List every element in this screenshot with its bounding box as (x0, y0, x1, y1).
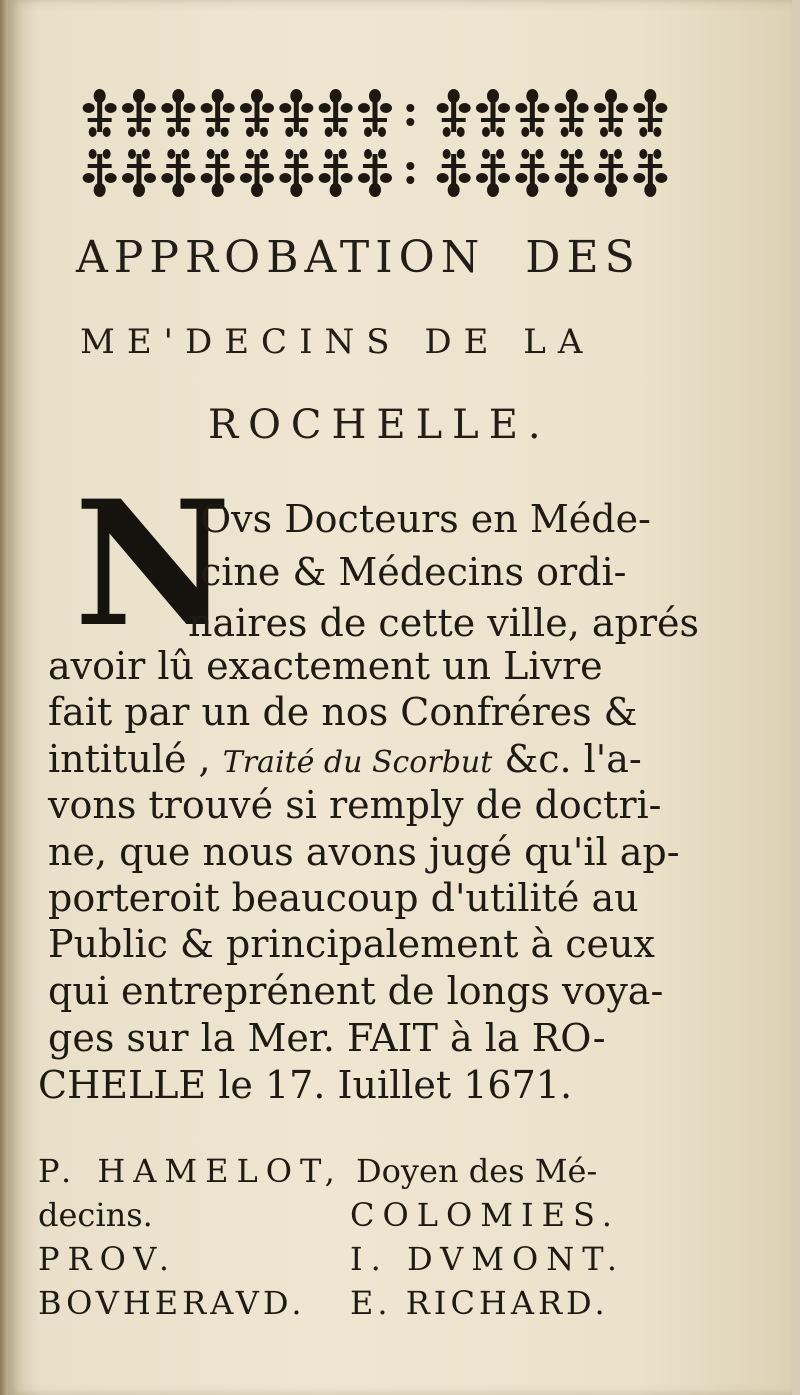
fleuron-glyph (319, 89, 353, 137)
fleuron-glyph (555, 149, 589, 197)
title-line-medecins: ME'DECINS DE LA (80, 322, 595, 362)
signature-doyen-title: Doyen des Mé- (356, 1152, 598, 1190)
fleuron-glyph (201, 149, 235, 197)
fleuron-glyph (515, 89, 549, 137)
fleuron-glyph (319, 149, 353, 197)
signature-richard: E. RICHARD. (350, 1284, 609, 1322)
ornament-dot (406, 118, 414, 126)
fleuron-glyph (279, 149, 313, 197)
body-line-8: ne, que nous avons jugé qu'il ap- (48, 830, 680, 874)
ornament-dot (406, 176, 414, 184)
fleuron-glyph (594, 149, 628, 197)
body-line-12: ges sur la Mer. FAIT à la RO- (48, 1016, 606, 1060)
body-line-9: porteroit beaucoup d'utilité au (48, 876, 639, 920)
fleuron-glyph (358, 89, 392, 137)
fleuron-glyph (633, 149, 667, 197)
fleuron-glyph (122, 89, 156, 137)
fleuron-glyph (83, 149, 117, 197)
signature-decins: decins. (38, 1196, 153, 1234)
fleuron-glyph (83, 89, 117, 137)
title-line-rochelle: ROCHELLE. (208, 402, 551, 448)
fleuron-glyph (201, 89, 235, 137)
body-line-2: cine & Médecins ordi- (200, 550, 627, 594)
body-line-7: vons trouvé si remply de doctri- (48, 783, 662, 827)
body-line-5: fait par un de nos Confréres & (48, 690, 638, 734)
fleuron-glyph (240, 89, 274, 137)
body-line-10: Public & principalement à ceux (48, 922, 655, 966)
signature-prov: PROV. (38, 1240, 177, 1278)
body-line-11: qui entreprénent de longs voya- (48, 969, 664, 1013)
fleuron-glyph (437, 149, 471, 197)
ornament-dot (406, 162, 414, 170)
fleuron-glyph (594, 89, 628, 137)
fleuron-glyph (476, 89, 510, 137)
fleuron-glyph (161, 89, 195, 137)
approbation-title (76, 232, 800, 283)
signature-hamelot: P. HAMELOT, (38, 1152, 343, 1190)
book-page (8, 0, 792, 1395)
fleuron-glyph (515, 149, 549, 197)
title-word-approbation: APPROBATION (76, 232, 486, 283)
fleuron-glyph (161, 149, 195, 197)
fleuron-glyph (437, 89, 471, 137)
fleuron-glyph (358, 149, 392, 197)
book-spine-edge (0, 0, 8, 1395)
signature-dumont: I. DVMONT. (350, 1240, 625, 1278)
body-line-1: Ovs Docteurs en Méde- (200, 497, 651, 541)
fleuron-glyph (279, 89, 313, 137)
body-line-13: CHELLE le 17. Iuillet 1671. (38, 1063, 573, 1107)
fleuron-glyph (476, 149, 510, 197)
drop-cap-initial: N (74, 462, 232, 665)
signature-colomies: COLOMIES. (350, 1196, 620, 1234)
body-line-6-b: &c. l'a- (504, 737, 642, 781)
fleuron-glyph (633, 89, 667, 137)
body-line-6 (48, 737, 642, 781)
fleuron-glyph (240, 149, 274, 197)
book-title-italic: Traité du Scorbut (222, 745, 493, 780)
body-line-6-a: intitulé , (48, 737, 211, 781)
ornament-dot (406, 104, 414, 112)
fleuron-glyph (122, 149, 156, 197)
body-line-3: naires de cette ville, aprés (188, 601, 699, 645)
signature-bouheraud: BOVHERAVD. (38, 1284, 306, 1322)
fleuron-glyph (555, 89, 589, 137)
title-word-des: DES (525, 232, 641, 283)
body-line-4: avoir lû exactement un Livre (48, 644, 603, 688)
fleuron-ornament-band (80, 84, 670, 204)
